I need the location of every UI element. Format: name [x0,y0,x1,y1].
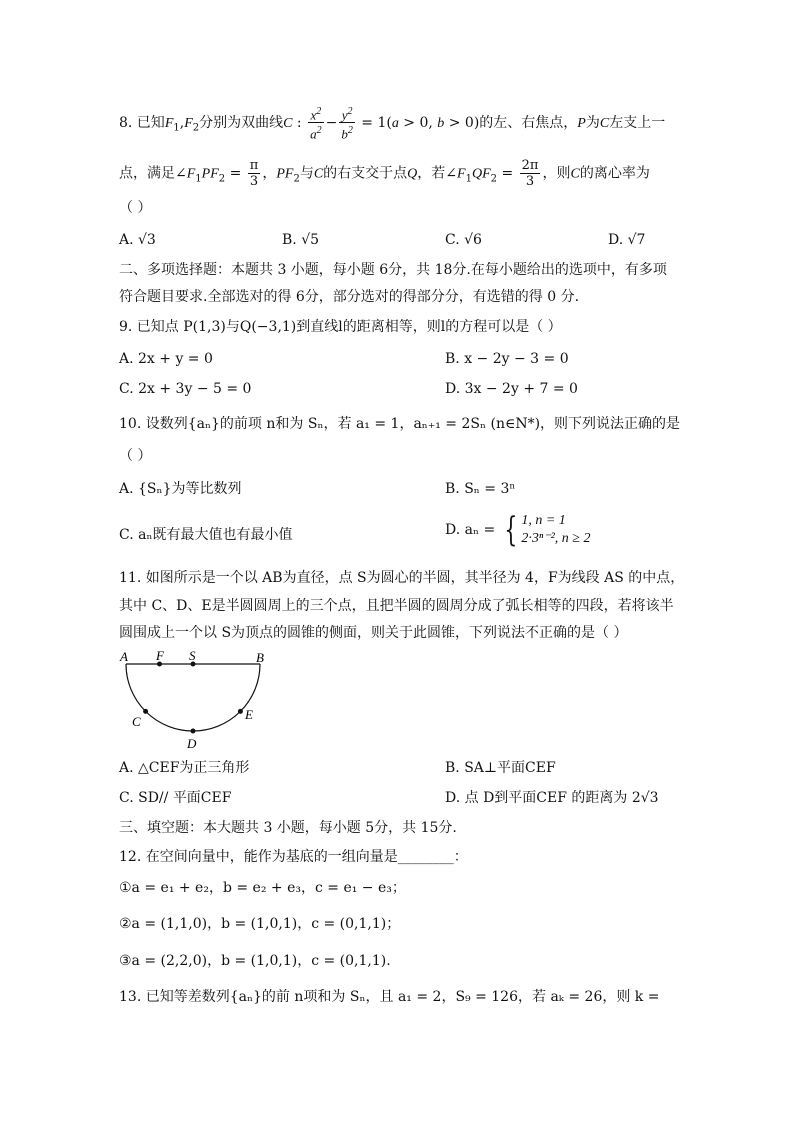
section2-line1: 二、多项选择题：本题共 3 小题，每小题 6分，共 18分.在每小题给出的选项中，有多项 [119,262,667,278]
q10-option-d-cases [521,512,590,548]
q8-text-l: 的离心率为 [579,165,650,182]
q9-option-b: B. x − 2y − 3 = 0 [445,351,569,367]
q11-option-d: D. 点 D到平面CEF 的距离为 2√3 [445,790,659,806]
point-d [191,729,196,734]
q8-text-c: 的左、右焦点， [479,114,578,131]
q8-paren: （ ） [119,200,152,216]
q9-stem: 9. 已知点 P(1,3)与Q(−3,1)到直线l的距离相等，则l的方程可以是（ ） [119,319,562,335]
q12-item3: ③a = (2,2,0)，b = (1,0,1)，c = (0,1,1). [119,953,391,969]
q9-option-d: D. 3x − 2y + 7 = 0 [445,381,578,397]
q10-option-a: A. {Sₙ}为等比数列 [119,481,242,497]
q8-text-h: 与 [299,165,314,182]
q10-paren: （ ） [119,448,152,464]
q8-text-d: 为 [585,114,600,131]
q8-stem-line2: 点，满足$\angle F_1PF_2$ = $\frac{\pi}{3}$ ，$PF_2$与C的右支交于点Q，若$\angle F_1QF_2$ = $\frac{2\pi}{3}$ ，则C的离心率为 [119,158,650,189]
semicircle-figure [112,646,282,754]
q12-item2: ②a = (1,1,0)，b = (1,0,1)，c = (0,1,1)； [119,916,401,932]
label-f: F [156,648,164,663]
q12-item1: ①a = e₁ + e₂，b = e₂ + e₃，c = e₁ − e₃； [119,880,406,896]
q8-text-e: 左支上一 [609,114,666,131]
q10-option-d-case1: 1, n = 1 [521,513,566,528]
q9-option-c: C. 2x + 3y − 5 = 0 [119,381,252,397]
point-c [143,709,148,714]
q8-text-i: 的右支交于点 [323,165,408,182]
point-e [238,709,243,714]
label-b: B [256,650,264,665]
label-d: D [187,736,197,751]
q8-text-b: 分别为双曲线 [199,114,284,131]
q10-option-d-prefix: D. aₙ = [445,522,496,538]
q8-text-j: ，若 [417,165,446,182]
label-s: S [189,648,196,663]
section3-line1: 三、填空题：本大题共 3 小题，每小题 5分，共 15分. [119,820,457,836]
q11-option-c: C. SD// 平面CEF [119,790,232,806]
q8-text-f: 点，满足 [119,165,175,182]
q10-stem: 10. 设数列{aₙ}的前项 n和为 Sₙ，若 a₁ = 1，aₙ₊₁ = 2Sₙ (n∈N*)，则下列说法正确的是 [119,416,681,432]
q10-option-c: C. aₙ既有最大值也有最小值 [119,527,293,543]
q11-option-a: A. △CEF为正三角形 [119,760,250,776]
q9-option-a: A. 2x + y = 0 [119,351,213,367]
q12-stem: 12. 在空间向量中，能作为基底的一组向量是________： [119,849,468,865]
q8-text-k: ，则 [542,165,571,182]
q10-option-d [445,512,591,548]
q11-option-b: B. SA⊥平面CEF [445,760,556,776]
q11-stem-line1: 11. 如图所示是一个以 AB为直径，点 S为圆心的半圆，其半径为 4，F为线段 AS 的中点， [119,570,685,586]
label-c: C [132,714,141,729]
section2-line2: 符合题目要求.全部选对的得 6分，部分选对的得部分分，有选错的得 0 分. [119,289,580,305]
q13-stem: 13. 已知等差数列{aₙ}的前 n项和为 Sₙ，且 a₁ = 2，S₉ = 126，若 aₖ = 26，则 k = [119,989,660,1005]
q10-option-d-case2: 2·3ⁿ⁻², n ≥ 2 [521,531,591,546]
q8-stem-line1: 8. 已知$F_1,F_2$分别为双曲线C : $\frac{x^2}{a^2}$ − $\frac{y^2}{b^2}$ = 1(a > 0, b > 0)的左、右焦点，P为C左支上一 [119,106,666,142]
q8-option-d: D. √7 [608,232,646,248]
q8-text-a: 8. 已知 [119,114,165,131]
semicircle-arc [126,664,260,731]
q10-option-b: B. Sₙ = 3ⁿ [445,481,516,497]
q11-stem-line3: 圆围成上一个以 S为顶点的圆锥的侧面，则关于此圆锥，下列说法不正确的是（ ） [119,625,628,641]
brace-icon: { [504,510,517,550]
q11-stem-line2: 其中 C、D、E是半圆圆周上的三个点，且把半圆的圆周分成了弧长相等的四段，若将该半 [119,598,674,614]
q8-text-g: ， [262,165,277,182]
label-a: A [120,649,128,664]
q8-option-b: B. √5 [282,232,320,248]
label-e: E [245,707,253,722]
q8-option-a: A. √3 [119,232,156,248]
q8-option-c: C. √6 [445,232,482,248]
